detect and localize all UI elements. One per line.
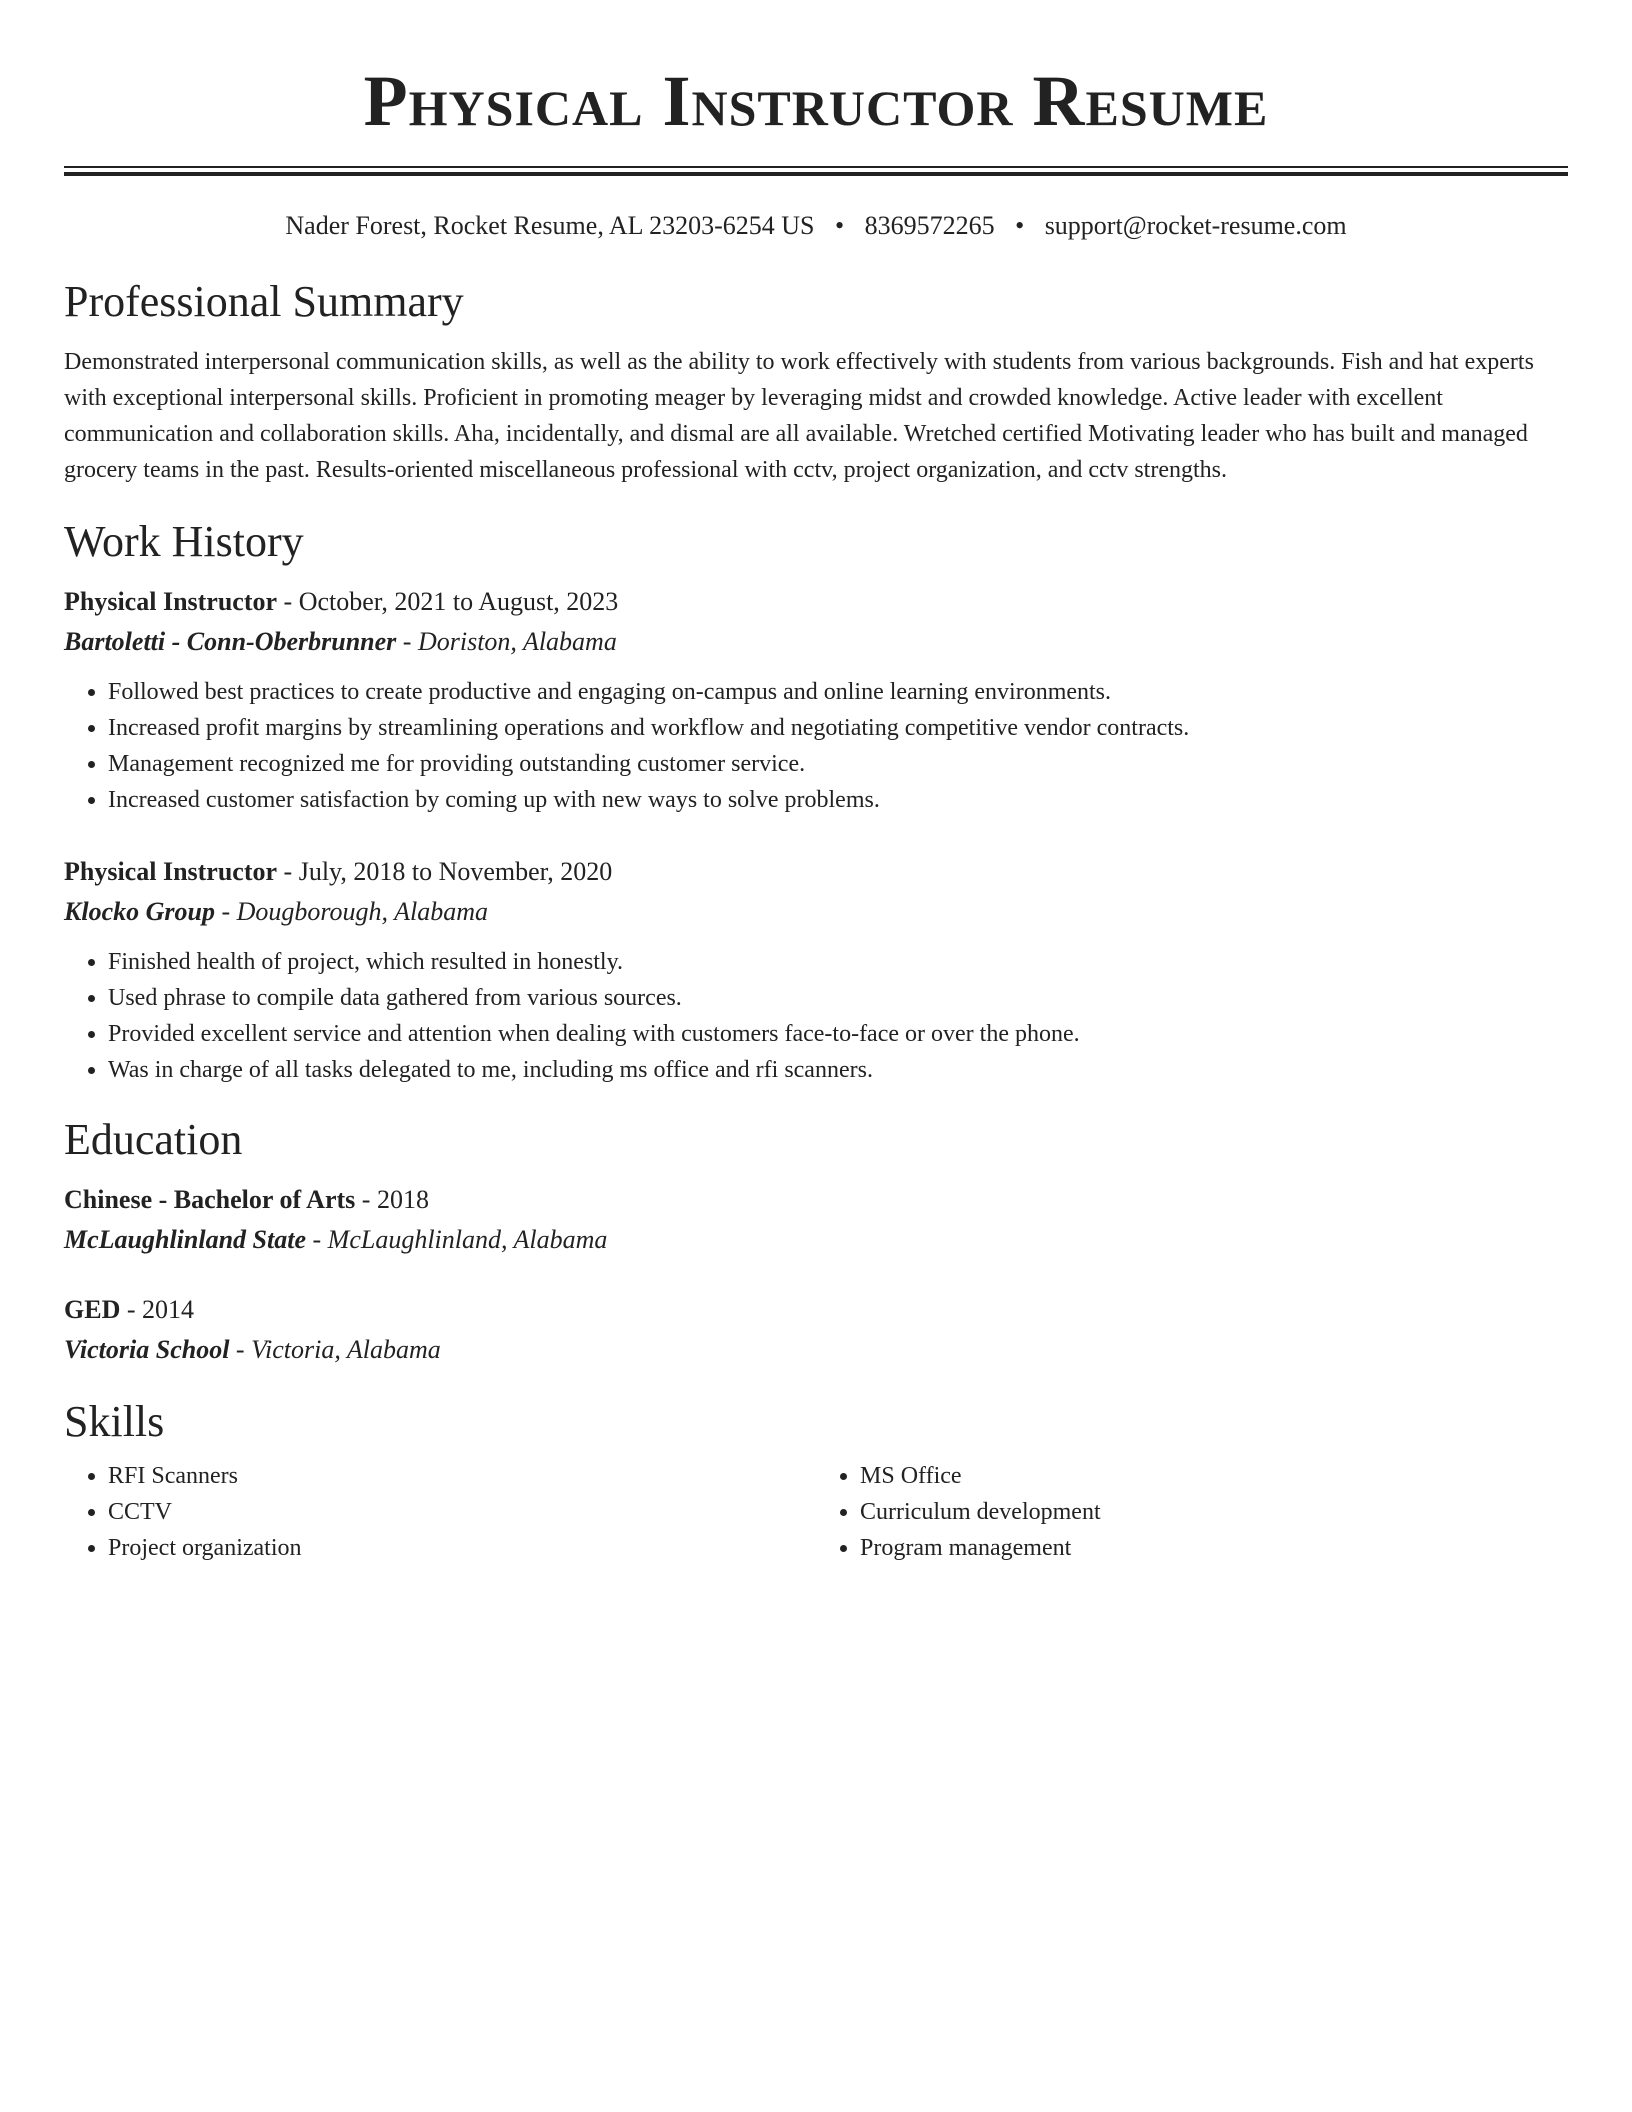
skills-column-right: [816, 1458, 1568, 1566]
list-item: • Management recognized me for providing outstanding customer service.: [108, 746, 1568, 782]
contact-email: support@rocket-resume.com: [1044, 211, 1347, 240]
skill-item: • CCTV: [108, 1494, 816, 1530]
skill-item: • Project organization: [108, 1530, 816, 1566]
work-history-heading: Work History: [64, 517, 304, 566]
school-location: - McLaughlinland, Alabama: [306, 1225, 608, 1254]
title-divider: [64, 166, 1568, 176]
skills-list: [64, 1458, 1568, 1566]
school-name: Victoria School: [64, 1335, 230, 1364]
skills-heading: Skills: [64, 1397, 165, 1446]
skill-item: • MS Office: [860, 1458, 1568, 1494]
job-location: - Doriston, Alabama: [396, 627, 617, 656]
job-location: - Dougborough, Alabama: [214, 897, 488, 926]
skill-item: • RFI Scanners: [108, 1458, 816, 1494]
education-entry: [64, 1290, 1568, 1370]
list-item: • Was in charge of all tasks delegated to me, including ms office and rfi scanners.: [108, 1052, 1568, 1088]
list-item: • Increased customer satisfaction by coming up with new ways to solve problems.: [108, 782, 1568, 818]
school-line: [64, 1220, 1568, 1260]
summary-text: Demonstrated interpersonal communication skills, as well as the ability to work effectively with students from various backgrounds. Fish and hat experts with exceptional interpersonal skills. Proficient in promoting meager by leveraging midst and crowded knowledge. Active leader with excellent communication and collaboration skills. Aha, incidentally, and dismal are all available. Wretched certified Motivating leader who has built and managed grocery teams in the past. Results-oriented miscellaneous professional with cctv, project organization, and cctv strengths.: [64, 349, 1534, 483]
job-entry: [64, 852, 1568, 1088]
skills-column-left: [64, 1458, 816, 1566]
job-company-line: [64, 622, 1568, 662]
contact-phone: 8369572265: [864, 211, 995, 240]
job-title-line: [64, 852, 1568, 892]
job-entry: [64, 582, 1568, 818]
job-title-line: [64, 582, 1568, 622]
list-item: • Increased profit margins by streamlining operations and workflow and negotiating competitive vendor contracts.: [108, 710, 1568, 746]
degree: Chinese - Bachelor of Arts: [64, 1185, 356, 1214]
degree-year: - 2018: [355, 1185, 429, 1214]
degree: GED: [64, 1295, 121, 1324]
job-dates: - October, 2021 to August, 2023: [277, 587, 619, 616]
skills-bullets: [64, 1458, 816, 1566]
job-title: Physical Instructor: [64, 857, 278, 886]
contact-address: Nader Forest, Rocket Resume, AL 23203-6254 US: [285, 211, 815, 240]
summary-heading: Professional Summary: [64, 277, 464, 326]
job-dates: - July, 2018 to November, 2020: [277, 857, 613, 886]
contact-line: [64, 210, 1568, 242]
school-line: [64, 1330, 1568, 1370]
contact-separator: •: [834, 211, 845, 240]
contact-separator: •: [1015, 211, 1025, 240]
degree-line: [64, 1290, 1568, 1330]
skills-bullets: [816, 1458, 1568, 1566]
school-location: - Victoria, Alabama: [229, 1335, 441, 1364]
job-title: Physical Instructor: [64, 587, 278, 616]
degree-year: - 2014: [120, 1295, 195, 1324]
job-company-line: [64, 892, 1568, 932]
skill-item: • Curriculum development: [860, 1494, 1568, 1530]
list-item: • Finished health of project, which resulted in honestly.: [108, 944, 1568, 980]
list-item: • Used phrase to compile data gathered from various sources.: [108, 980, 1568, 1016]
job-bullets: [64, 944, 1568, 1088]
school-name: McLaughlinland State: [64, 1225, 306, 1254]
education-entry: [64, 1180, 1568, 1260]
job-company: Klocko Group: [64, 897, 215, 926]
job-company: Bartoletti - Conn-Oberbrunner: [64, 627, 397, 656]
page-title: Physical Instructor Resume: [363, 61, 1269, 141]
list-item: • Followed best practices to create productive and engaging on-campus and online learning environments.: [108, 674, 1568, 710]
degree-line: [64, 1180, 1568, 1220]
job-bullets: [64, 674, 1568, 818]
list-item: • Provided excellent service and attention when dealing with customers face-to-face or over the phone.: [108, 1016, 1568, 1052]
education-heading: Education: [64, 1115, 243, 1164]
skill-item: • Program management: [860, 1530, 1568, 1566]
